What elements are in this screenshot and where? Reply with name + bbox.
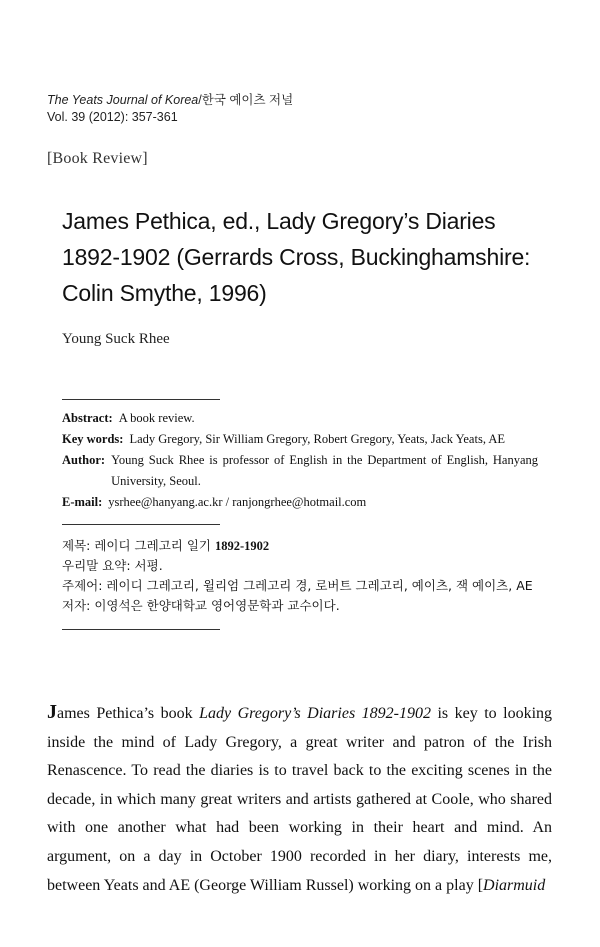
korean-keywords-text: 레이디 그레고리, 윌리엄 그레고리 경, 로버트 그레고리, 예이츠, 잭 예이츠, AE (106, 578, 533, 593)
body-text-2: is key to looking inside the mind of Lady Gregory, a great writer and patron of the Irish Renascence. To read the diaries is to travel back to the exciting scenes in the decade, in which many great writers and artists gathered at Coole, who shared with one another what had been working in their heart and mind. An argument, on a day in October 1900 recorded in her diary, interests me, between Yeats and AE (George William Russel) working on a play [ (47, 705, 553, 894)
keywords-text: Lady Gregory, Sir William Gregory, Robert Gregory, Yeats, Jack Yeats, AE (129, 432, 506, 446)
korean-author-row (62, 596, 542, 616)
body-paragraph (47, 698, 552, 900)
abstract-label: Abstract: (62, 411, 113, 425)
author-label: Author: (62, 453, 106, 467)
korean-author-text: 이영석은 한양대학교 영어영문학과 교수이다. (94, 598, 340, 613)
korean-keywords-label: 주제어: (62, 578, 103, 593)
body-text-1: ames Pethica’s book (57, 705, 193, 722)
journal-volume: Vol. 39 (2012): 357-361 (47, 110, 178, 124)
korean-summary-text: 서평. (134, 558, 163, 573)
title-line-3: Colin Smythe, 1996) (62, 280, 267, 306)
english-metadata (62, 408, 538, 513)
korean-metadata (62, 536, 542, 616)
korean-summary-row (62, 556, 542, 576)
drop-cap: J (47, 701, 57, 723)
divider-rule (62, 629, 220, 630)
keywords-label: Key words: (62, 432, 124, 446)
book-title: Lady Gregory’s Diaries 1892-1902 (199, 705, 431, 722)
korean-summary-label: 우리말 요약: (62, 558, 131, 573)
keywords-row (62, 429, 538, 450)
article-title (62, 203, 562, 311)
section-label: [Book Review] (47, 150, 148, 167)
author-bio: Young Suck Rhee is professor of English in the Department of English, Hanyang University, Seoul. (111, 453, 538, 488)
author-row (62, 450, 538, 492)
korean-title-text: 레이디 그레고리 일기 (94, 538, 211, 553)
korean-title-label: 제목: (62, 538, 91, 553)
abstract-text: A book review. (118, 411, 195, 425)
title-line-2: 1892-1902 (Gerrards Cross, Buckinghamshire: (62, 244, 531, 270)
email-label: E-mail: (62, 495, 103, 509)
email-text: ysrhee@hanyang.ac.kr / ranjongrhee@hotmail.com (108, 495, 367, 509)
journal-korean-name: /한국 예이츠 저널 (198, 93, 294, 107)
journal-name: The Yeats Journal of Korea (47, 93, 199, 107)
play-title: Diarmuid (483, 876, 546, 894)
article-author: Young Suck Rhee (62, 331, 170, 347)
email-row (62, 492, 538, 513)
korean-keywords-row (62, 576, 542, 596)
divider-rule (62, 524, 220, 525)
journal-title-line (47, 92, 293, 109)
title-line-1: James Pethica, ed., Lady Gregory’s Diaries (62, 208, 496, 234)
abstract-row (62, 408, 538, 429)
divider-rule (62, 399, 220, 400)
korean-title-years: 1892-1902 (214, 539, 270, 553)
korean-author-label: 저자: (62, 598, 91, 613)
journal-header (47, 92, 293, 126)
korean-title-row (62, 536, 542, 556)
